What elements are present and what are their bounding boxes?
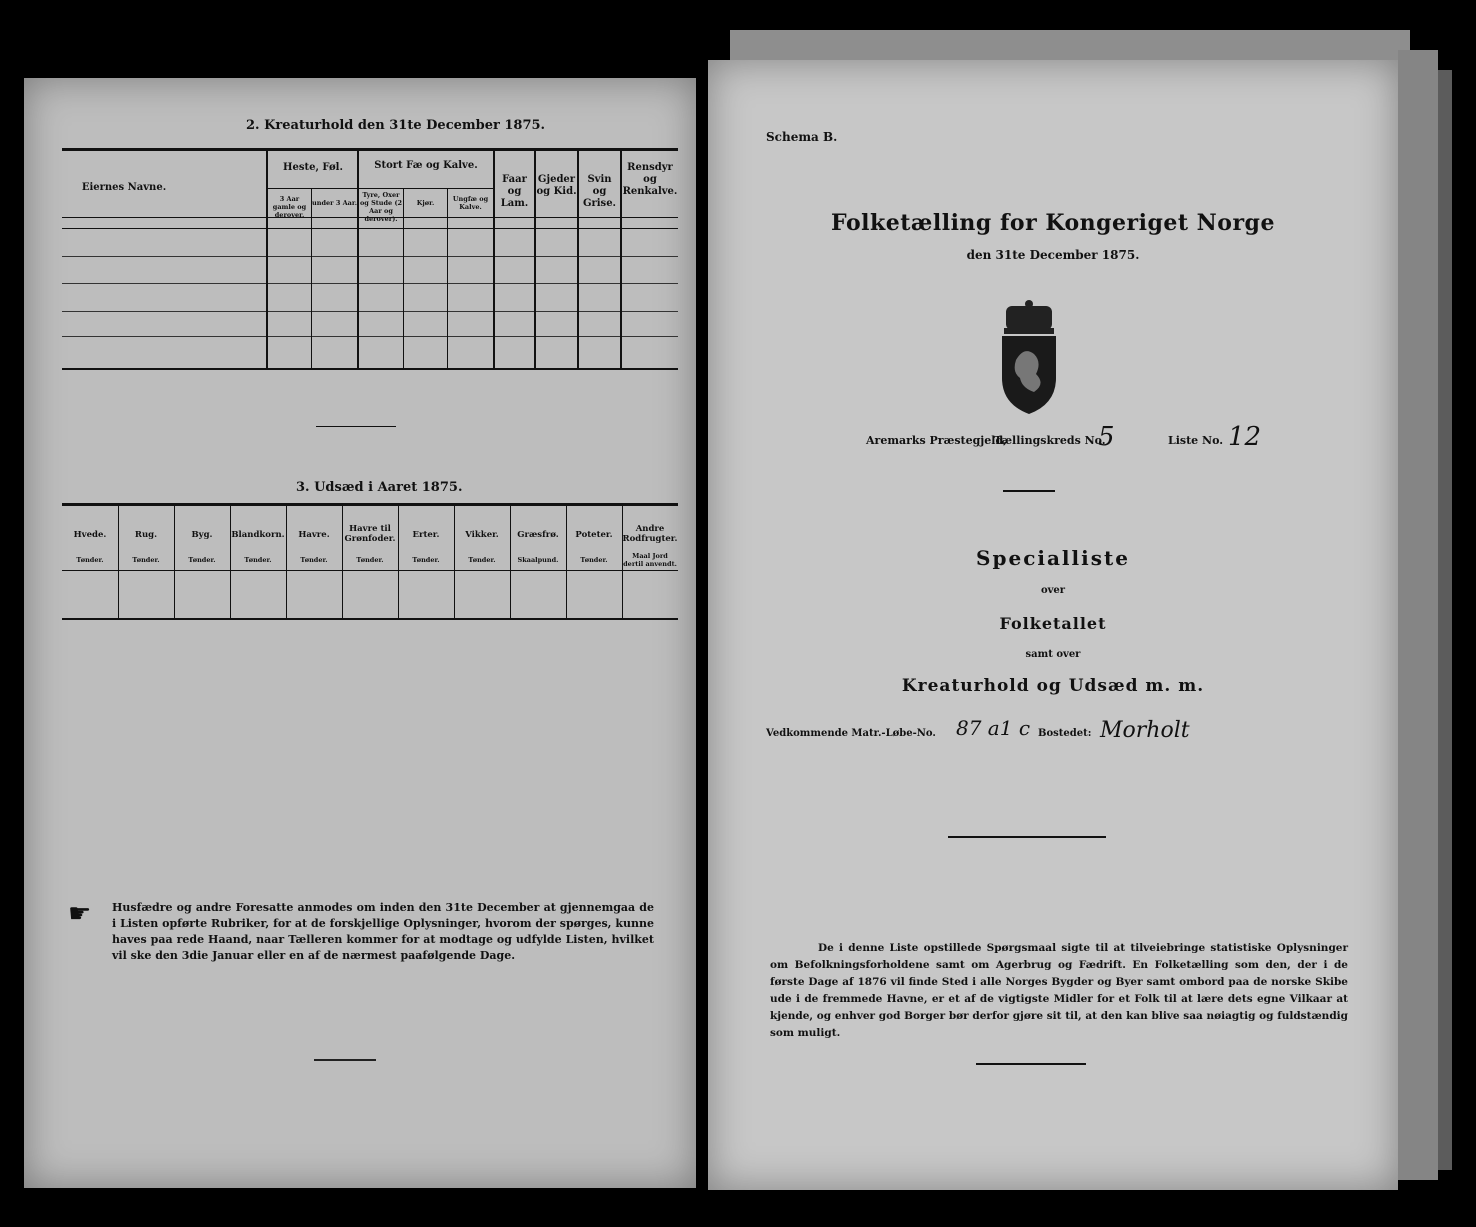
col-horses-old: 3 Aar gamle og derover.: [272, 195, 307, 219]
page-title: Folketælling for Kongeriget Norge: [831, 210, 1275, 236]
pointing-hand-icon: ☛: [68, 899, 92, 929]
bosted-value: Morholt: [1100, 718, 1190, 743]
sowing-col-header: Hvede.: [73, 530, 107, 540]
table-rule: [62, 618, 678, 620]
matr-label: Vedkommende Matr.-Løbe-No.: [766, 728, 936, 739]
notice-text: Husfædre og andre Foresatte anmodes om inden den 31te December at gjennemgaa de i Listen opførte Rubriker, for at de forskjellige Oplysninger, hvorom der spørges, kunne haves paa rede Haand, naar Tælleren kommer for at modtage og udfylde Listen, hvilket vil ske den 3die Januar eller en af de nærmest paafølgende Dage.: [112, 901, 654, 962]
sowing-col-unit: Tønder.: [188, 556, 216, 564]
samt-over-label: samt over: [1025, 649, 1081, 660]
col-horses-young: under 3 Aar.: [312, 199, 357, 207]
table-col-rule: [403, 188, 404, 368]
col-horses-header: Heste, Føl.: [283, 162, 343, 173]
table-rule: [62, 311, 678, 312]
table-rule: [62, 256, 678, 257]
col-cattle-header: Stort Fæ og Kalve.: [374, 160, 478, 171]
heading-folketallet: Folketallet: [999, 614, 1107, 633]
census-date: den 31te December 1875.: [966, 248, 1140, 262]
table-rule: [62, 368, 678, 370]
sowing-col-unit: Maal Jord dertil anvendt.: [623, 552, 677, 568]
district-label: Tællingskreds No.: [994, 434, 1106, 447]
list-label: Liste No.: [1168, 434, 1224, 447]
sowing-col-unit: Tønder.: [580, 556, 608, 564]
sowing-col-header: Havre.: [298, 530, 330, 540]
sowing-col-unit: Tønder.: [132, 556, 160, 564]
heading-kreaturhold: Kreaturhold og Udsæd m. m.: [901, 676, 1205, 696]
sowing-col-header: Poteter.: [575, 530, 613, 540]
col-pigs-header: Svin og Grise.: [582, 174, 617, 209]
bosted-label: Bostedet:: [1038, 728, 1092, 739]
table-rule: [62, 336, 678, 337]
sowing-col-unit: Tønder.: [356, 556, 384, 564]
table-col-rule: [357, 150, 359, 368]
sowing-col-unit: Tønder.: [244, 556, 272, 564]
footer-text: De i denne Liste opstillede Spørgsmaal sigte til at tilveiebringe statistiske Oplysninger om Befolkningsforholdene samt om Agerbrug og Fædrift. En Folketælling som den, der i de første Dage af 1876 vil finde Sted i alle Norges Bygder og Byer samt ombord paa de norske Skibe ude i de fremmede Havne, er et af de vigtigste Midler for et Folk til at lære dets egne Vilkaar at kjende, og enhver god Borger bør derfor gjøre sit til, at den kan blive saa nøiagtig og fuldstændig som muligt.: [770, 942, 1348, 1039]
district-number: 5: [1098, 422, 1115, 452]
col-cattle-young: Ungfæ og Kalve.: [452, 195, 489, 211]
section3-title: 3. Udsæd i Aaret 1875.: [296, 480, 463, 495]
separator: [948, 836, 1106, 838]
separator: [1003, 490, 1055, 492]
sowing-col-header: Erter.: [412, 530, 440, 540]
table-rule: [62, 148, 678, 151]
page-stack-side: [1398, 50, 1438, 1180]
col-cattle-bulls: Tyre, Oxer og Stude (2 Aar og derover).: [359, 191, 403, 223]
separator: [976, 1063, 1086, 1065]
table-rule: [62, 570, 678, 571]
sowing-col-header: Græsfrø.: [517, 530, 559, 540]
norway-coat-of-arms: [994, 300, 1064, 420]
matr-number: 87 a1 c: [956, 716, 1031, 740]
table-rule: [62, 503, 678, 506]
page-stack-side-dark: [1438, 70, 1452, 1170]
sowing-col-header: Blandkorn.: [231, 530, 285, 540]
heading-specialliste: Specialliste: [976, 546, 1130, 570]
sowing-col-header: Vikker.: [465, 530, 499, 540]
col-goats-header: Gjeder og Kid.: [536, 174, 577, 197]
right-page: [708, 60, 1398, 1190]
schema-label: Schema B.: [766, 130, 838, 144]
separator: [314, 1059, 376, 1061]
section2-title: 2. Kreaturhold den 31te December 1875.: [246, 118, 546, 133]
sowing-col-header: Andre Rodfrugter.: [622, 524, 678, 544]
col-reindeer-header: Rensdyr og Renkalve.: [622, 162, 678, 197]
col-cattle-cows: Kjør.: [416, 199, 435, 207]
col-owner-header: Eiernes Navne.: [81, 182, 167, 193]
sowing-col-header: Byg.: [191, 530, 213, 540]
table-col-rule: [311, 188, 312, 368]
separator: [316, 426, 396, 427]
table-rule: [62, 228, 678, 229]
sowing-col-unit: Tønder.: [300, 556, 328, 564]
left-page: [24, 78, 696, 1188]
table-col-rule: [266, 150, 268, 368]
over-label: over: [1040, 585, 1066, 596]
sowing-col-unit: Skaalpund.: [517, 556, 559, 564]
sowing-col-unit: Tønder.: [468, 556, 496, 564]
list-number: 12: [1228, 422, 1262, 452]
col-sheep-header: Faar og Lam.: [500, 174, 529, 209]
page-stack-edge: [730, 30, 1410, 60]
table-col-rule: [447, 188, 448, 368]
table-rule: [62, 283, 678, 284]
sowing-col-header: Rug.: [134, 530, 158, 540]
sowing-col-unit: Tønder.: [76, 556, 104, 564]
sowing-col-header: Havre til Grønfoder.: [344, 524, 396, 544]
parish-label: Aremarks Præstegjeld,: [866, 434, 1007, 447]
table-rule: [267, 188, 493, 189]
sowing-col-unit: Tønder.: [412, 556, 440, 564]
